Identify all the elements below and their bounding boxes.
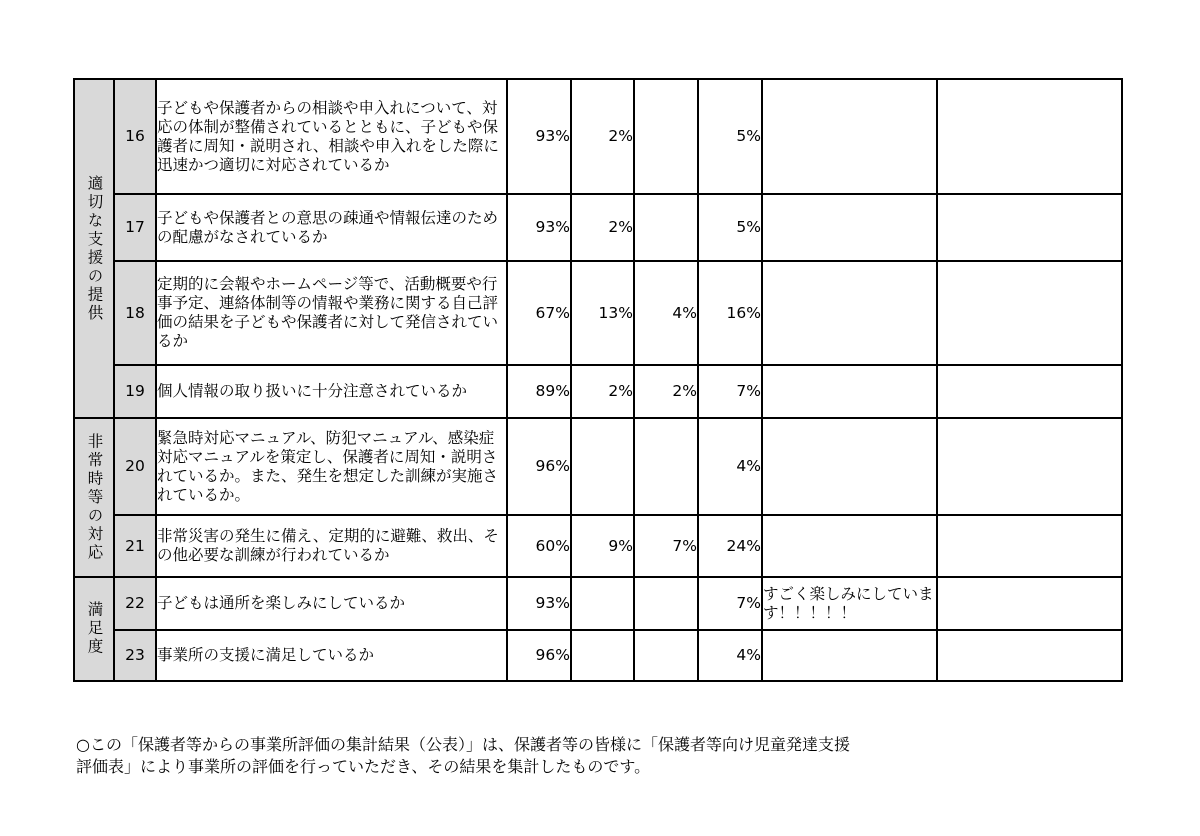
percent-unknown: 5% [698,79,762,194]
row-number: 16 [114,79,156,194]
percent-neutral: 2% [571,365,634,418]
table-row [74,365,1122,418]
table-row [74,261,1122,365]
row-number: 19 [114,365,156,418]
question-text: 事業所の支援に満足しているか [156,630,507,681]
facility-response [937,194,1122,261]
percent-yes: 93% [507,577,571,630]
facility-response [937,515,1122,577]
facility-response [937,577,1122,630]
footnote-line-1: ○この「保護者等からの事業所評価の集計結果（公表）」は、保護者等の皆様に「保護者等向け児童発達支援 [76,735,850,754]
percent-no [634,577,698,630]
table-row [74,515,1122,577]
percent-yes: 93% [507,194,571,261]
percent-unknown: 24% [698,515,762,577]
table-row [74,418,1122,515]
guardian-comment [762,194,937,261]
guardian-comment [762,418,937,515]
category-emergency: 非常時等の対応 [74,418,114,577]
percent-no [634,79,698,194]
percent-neutral [571,630,634,681]
question-text: 非常災害の発生に備え、定期的に避難、救出、その他必要な訓練が行われているか [156,515,507,577]
row-number: 17 [114,194,156,261]
percent-yes: 67% [507,261,571,365]
percent-unknown: 7% [698,577,762,630]
row-number: 22 [114,577,156,630]
facility-response [937,365,1122,418]
percent-neutral [571,577,634,630]
guardian-comment [762,79,937,194]
row-number: 21 [114,515,156,577]
guardian-comment [762,261,937,365]
percent-yes: 96% [507,418,571,515]
percent-neutral: 9% [571,515,634,577]
percent-no [634,630,698,681]
question-text: 緊急時対応マニュアル、防犯マニュアル、感染症対応マニュアルを策定し、保護者に周知・説明されているか。また、発生を想定した訓練が実施されているか。 [156,418,507,515]
question-text: 個人情報の取り扱いに十分注意されているか [156,365,507,418]
category-satisfaction: 満足度 [74,577,114,681]
guardian-comment [762,630,937,681]
row-number: 18 [114,261,156,365]
table-row [74,194,1122,261]
row-number: 20 [114,418,156,515]
percent-unknown: 7% [698,365,762,418]
evaluation-table [73,78,1123,682]
facility-response [937,418,1122,515]
percent-neutral [571,418,634,515]
footnote [76,734,976,778]
guardian-comment [762,515,937,577]
percent-no: 7% [634,515,698,577]
percent-neutral: 2% [571,79,634,194]
percent-no [634,194,698,261]
table-row [74,577,1122,630]
guardian-comment: すごく楽しみにしています！！！！！ [762,577,937,630]
question-text: 子どもや保護者からの相談や申入れについて、対応の体制が整備されているとともに、子どもや保護者に周知・説明され、相談や申入れをした際に迅速かつ適切に対応されているか [156,79,507,194]
percent-yes: 96% [507,630,571,681]
guardian-comment [762,365,937,418]
table-row [74,79,1122,194]
percent-yes: 89% [507,365,571,418]
percent-neutral: 2% [571,194,634,261]
percent-unknown: 4% [698,418,762,515]
facility-response [937,79,1122,194]
question-text: 子どもは通所を楽しみにしているか [156,577,507,630]
question-text: 定期的に会報やホームページ等で、活動概要や行事予定、連絡体制等の情報や業務に関する自己評価の結果を子どもや保護者に対して発信されているか [156,261,507,365]
percent-neutral: 13% [571,261,634,365]
category-appropriate-support: 適切な支援の提供 [74,79,114,418]
percent-no: 4% [634,261,698,365]
question-text: 子どもや保護者との意思の疎通や情報伝達のための配慮がなされているか [156,194,507,261]
row-number: 23 [114,630,156,681]
percent-no [634,418,698,515]
table-row [74,630,1122,681]
facility-response [937,261,1122,365]
percent-yes: 93% [507,79,571,194]
percent-unknown: 16% [698,261,762,365]
facility-response [937,630,1122,681]
footnote-line-2: 評価表」により事業所の評価を行っていただき、その結果を集計したものです。 [76,757,651,776]
percent-yes: 60% [507,515,571,577]
percent-unknown: 5% [698,194,762,261]
percent-no: 2% [634,365,698,418]
percent-unknown: 4% [698,630,762,681]
